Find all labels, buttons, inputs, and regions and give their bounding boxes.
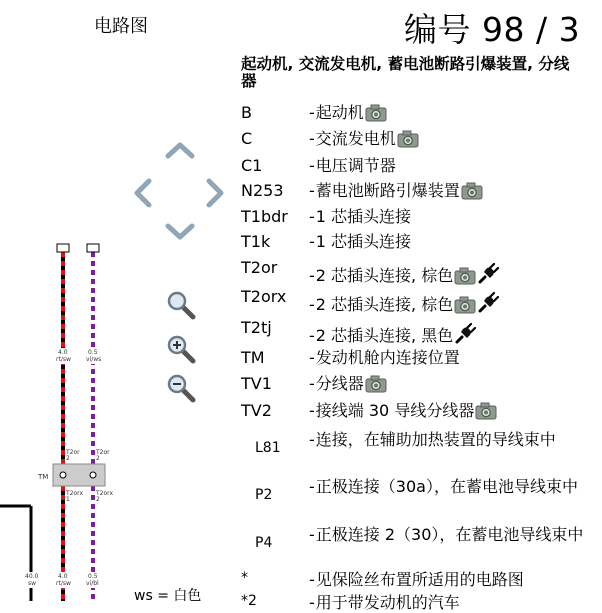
connector-pin: 1	[66, 496, 70, 503]
connector-label: T2or	[96, 449, 110, 456]
chevron-left-icon[interactable]	[132, 177, 154, 209]
component-code: T1k	[241, 232, 271, 251]
component-desc	[309, 401, 591, 425]
zoom-in-icon[interactable]	[166, 334, 196, 364]
component-code: T2orx	[241, 287, 287, 306]
component-desc-text: 电压调节器	[315, 156, 396, 175]
tm-label: TM	[38, 473, 49, 481]
magnifier-icon[interactable]	[166, 290, 196, 320]
component-code: T2or	[241, 258, 278, 277]
color-note: ws = 白色	[134, 588, 202, 604]
connector-label: T2orx	[66, 490, 84, 497]
wire-label-size: 0.5	[88, 349, 98, 356]
camera-icon[interactable]	[365, 375, 387, 398]
wire-label-color: vi/ws	[86, 356, 102, 363]
component-desc-text: 1 芯插头连接	[315, 232, 412, 251]
wire-label-color: rt/sw	[56, 580, 71, 587]
wire-label-size: 4.0	[58, 573, 68, 580]
component-desc	[309, 103, 591, 127]
connector-label: T2or	[66, 449, 80, 456]
legend-heading: 起动机, 交流发电机, 蓄电池断路引爆装置, 分线器	[241, 55, 570, 90]
connector-pin: 2	[96, 496, 100, 503]
component-desc-text: 连接，在辅助加热装置的导线束中	[315, 430, 556, 449]
chevron-down-icon[interactable]	[164, 222, 196, 242]
dash: -	[309, 401, 315, 420]
dash: -	[309, 525, 315, 544]
dash: -	[309, 374, 315, 393]
component-desc-text: 见保险丝布置所适用的电路图	[315, 570, 524, 589]
component-desc	[309, 525, 591, 545]
terminal-right	[87, 244, 99, 252]
component-desc	[309, 232, 591, 252]
component-desc	[309, 477, 591, 497]
component-desc-text: 2 芯插头连接, 棕色	[315, 295, 454, 314]
component-desc	[309, 374, 591, 398]
component-code: B	[241, 103, 252, 122]
terminal-left	[57, 244, 69, 252]
component-code: TM	[241, 348, 265, 367]
dash: -	[309, 156, 315, 175]
component-code: *	[241, 570, 248, 586]
plug-icon[interactable]	[454, 323, 476, 350]
wire-label-size: 40.0	[25, 573, 39, 580]
document-number: 编号 98 / 3	[404, 10, 581, 49]
camera-icon[interactable]	[454, 267, 476, 290]
component-desc	[309, 263, 591, 290]
wire-label-size: 4.0	[58, 349, 68, 356]
connector-pin: 2	[96, 455, 100, 462]
component-code: *2	[241, 593, 257, 609]
component-desc	[309, 348, 591, 368]
zoom-out-icon[interactable]	[166, 373, 196, 403]
component-desc-text: 蓄电池断路引爆装置	[315, 181, 460, 200]
dash: -	[309, 103, 315, 122]
component-desc-text: 2 芯插头连接, 黑色	[315, 326, 454, 345]
component-desc	[309, 430, 591, 450]
camera-icon[interactable]	[461, 182, 483, 205]
component-code: C1	[241, 156, 263, 175]
camera-icon[interactable]	[475, 402, 497, 425]
component-desc	[309, 207, 591, 227]
dash: -	[309, 593, 315, 612]
wire-label-color: rt/sw	[56, 356, 71, 363]
plug-icon[interactable]	[477, 263, 499, 290]
component-desc	[309, 129, 591, 153]
component-code: TV2	[241, 401, 272, 420]
dash: -	[309, 570, 315, 589]
dash: -	[309, 181, 315, 200]
connector-pin: 2	[66, 455, 70, 462]
component-desc-text: 交流发电机	[315, 129, 396, 148]
wire-label-size: 0.5	[88, 573, 98, 580]
dash: -	[309, 207, 315, 226]
component-desc-text: 接线端 30 导线分线器	[315, 401, 475, 420]
dash: -	[309, 477, 315, 496]
component-code: N253	[241, 181, 284, 200]
dash: -	[309, 326, 315, 345]
dash: -	[309, 129, 315, 148]
dash: -	[309, 348, 315, 367]
component-desc-text: 发动机舱内连接位置	[315, 348, 460, 367]
component-desc	[309, 156, 591, 176]
component-code: T2tj	[241, 318, 272, 337]
camera-icon[interactable]	[397, 130, 419, 153]
dash: -	[309, 430, 315, 449]
plug-icon[interactable]	[477, 292, 499, 319]
component-desc-text: 1 芯插头连接	[315, 207, 412, 226]
dash: -	[309, 232, 315, 251]
component-desc-text: 2 芯插头连接, 棕色	[315, 266, 454, 285]
component-desc-text: 起动机	[315, 103, 364, 122]
component-desc	[309, 292, 591, 319]
chevron-right-icon[interactable]	[204, 177, 226, 209]
component-desc	[309, 181, 591, 205]
chevron-up-icon[interactable]	[164, 140, 196, 160]
wiring-diagram	[0, 240, 130, 601]
connector-label: T2orx	[96, 490, 114, 497]
component-desc-text: 正极连接 2（30），在蓄电池导线束中	[315, 525, 584, 544]
component-desc	[309, 593, 591, 613]
component-code: C	[241, 129, 253, 148]
wire-label-color: vi/bl	[86, 580, 99, 587]
component-desc	[309, 570, 591, 590]
page-title: 电路图	[94, 16, 148, 37]
component-desc-text: 正极连接（30a），在蓄电池导线束中	[315, 477, 578, 496]
component-code: L81	[255, 440, 281, 456]
component-code: TV1	[241, 374, 272, 393]
wire-label-color: sw	[28, 580, 37, 587]
component-code: P2	[255, 487, 273, 503]
camera-icon[interactable]	[365, 104, 387, 127]
component-desc-text: 用于带发动机的汽车	[315, 593, 460, 612]
camera-icon[interactable]	[454, 296, 476, 319]
dash: -	[309, 295, 315, 314]
component-desc	[309, 323, 591, 350]
component-desc-text: 分线器	[315, 374, 364, 393]
dash: -	[309, 266, 315, 285]
component-code: T1bdr	[241, 207, 288, 226]
component-code: P4	[255, 535, 273, 551]
